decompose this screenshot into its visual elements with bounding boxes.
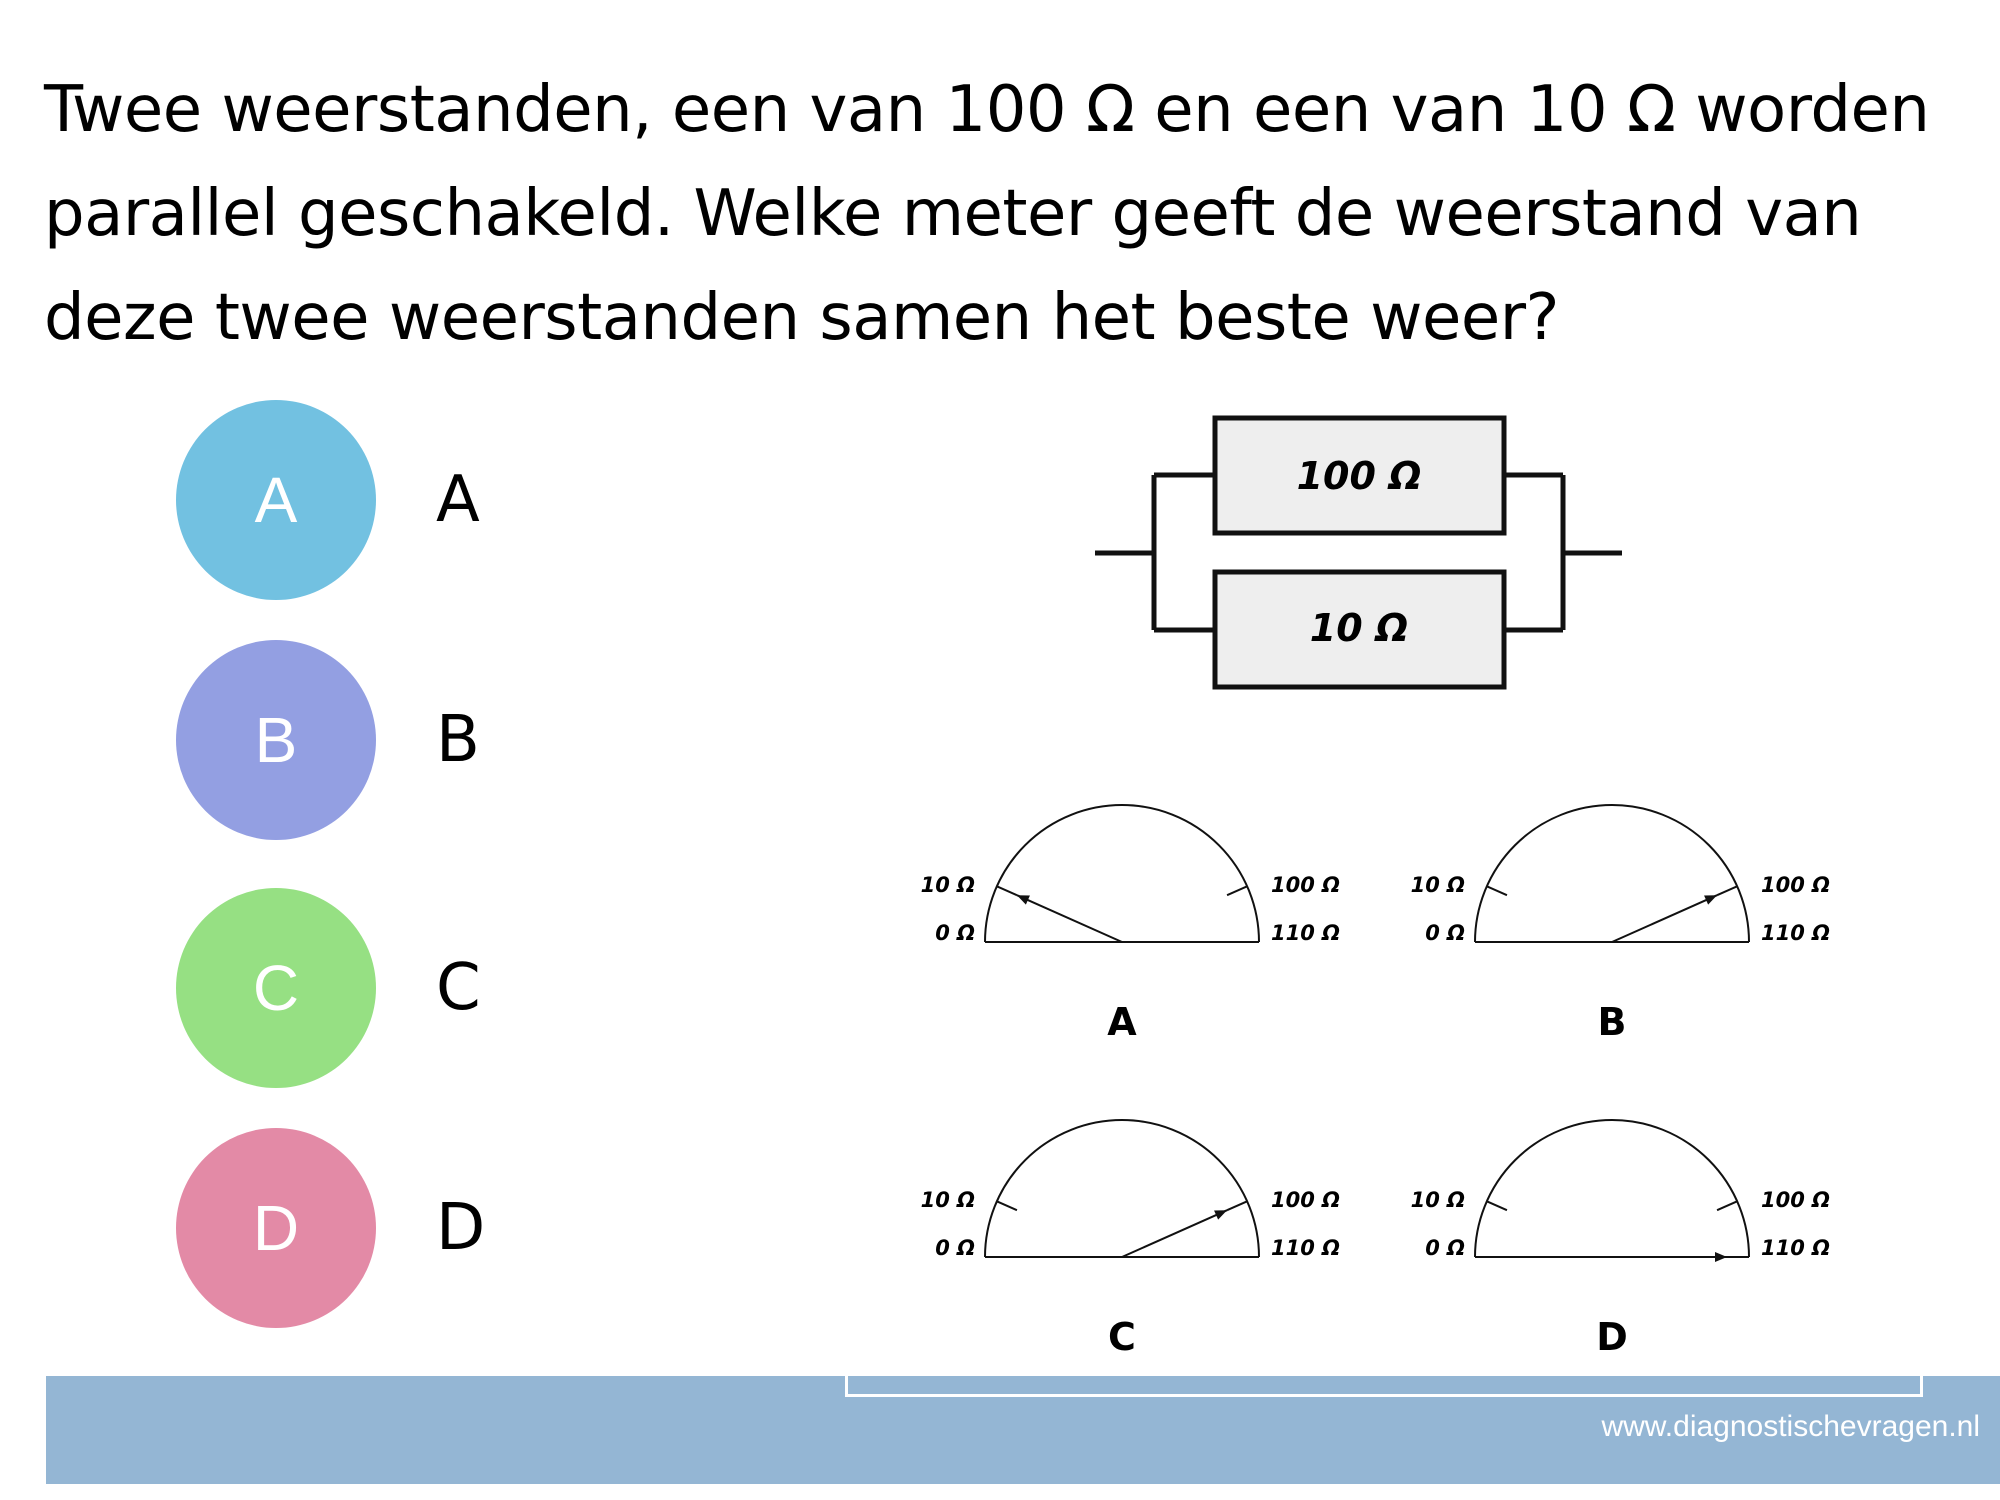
meter-caption: B xyxy=(1597,1000,1627,1044)
option-a-label: A xyxy=(436,463,480,537)
meter-tick xyxy=(997,1201,1017,1210)
meter-needle-arrowhead xyxy=(1715,1252,1727,1262)
meter-scale-label: 110 Ω xyxy=(1271,1236,1340,1260)
meter-scale-label: 10 Ω xyxy=(920,873,975,897)
meter-tick xyxy=(1487,886,1507,895)
meter-scale-label: 0 Ω xyxy=(935,1236,975,1260)
option-a-circle[interactable]: A xyxy=(176,400,376,600)
meter-needle xyxy=(1017,895,1122,942)
option-b-circle[interactable]: B xyxy=(176,640,376,840)
question-text: Twee weerstanden, een van 100 Ω en een van 10 Ω worden parallel geschakeld. Welke meter geeft de weerstand van deze twee weerstanden samen het beste weer? xyxy=(44,73,1930,355)
meter-scale-label: 100 Ω xyxy=(1271,1188,1340,1212)
meter-arc xyxy=(985,805,1259,942)
option-d-label: D xyxy=(436,1191,486,1265)
meter-tick xyxy=(1717,1201,1737,1210)
meter-needle xyxy=(1122,1210,1227,1257)
meter-arc xyxy=(1475,1120,1749,1257)
meter-arc xyxy=(1475,805,1749,942)
meter-caption: D xyxy=(1596,1315,1628,1359)
meter-scale-label: 0 Ω xyxy=(1425,1236,1465,1260)
meter-arc xyxy=(985,1120,1259,1257)
meter-scale-label: 100 Ω xyxy=(1271,873,1340,897)
meter-needle xyxy=(1612,895,1717,942)
option-b[interactable] xyxy=(176,640,636,840)
meter-tick xyxy=(1717,886,1737,895)
meter-scale-label: 10 Ω xyxy=(1410,1188,1465,1212)
meters-group xyxy=(921,805,1831,1359)
meter-tick xyxy=(1487,1201,1507,1210)
meter-scale-label: 110 Ω xyxy=(1761,921,1830,945)
meter-scale-label: 100 Ω xyxy=(1761,1188,1830,1212)
meter-caption: C xyxy=(1108,1315,1136,1359)
option-d[interactable] xyxy=(176,1128,636,1328)
meter-scale-label: 0 Ω xyxy=(1425,921,1465,945)
meter-scale-label: 10 Ω xyxy=(1410,873,1465,897)
meter-a xyxy=(921,805,1341,1044)
meter-caption: A xyxy=(1107,1000,1137,1044)
resistor-bottom-label: 10 Ω xyxy=(1309,606,1409,650)
meter-scale-label: 110 Ω xyxy=(1271,921,1340,945)
meter-tick xyxy=(1227,886,1247,895)
option-c[interactable] xyxy=(176,888,636,1088)
resistor-top-label: 100 Ω xyxy=(1296,454,1422,498)
option-c-label: C xyxy=(436,951,481,1025)
meter-b xyxy=(1411,805,1831,1044)
meter-scale-label: 100 Ω xyxy=(1761,873,1830,897)
footer-bracket xyxy=(845,1376,1923,1397)
meter-c xyxy=(921,1120,1341,1359)
meter-scale-label: 0 Ω xyxy=(935,921,975,945)
option-b-label: B xyxy=(436,703,480,777)
footer-url[interactable]: www.diagnostischevragen.nl xyxy=(1601,1410,1980,1443)
option-d-circle[interactable]: D xyxy=(176,1128,376,1328)
meter-scale-label: 110 Ω xyxy=(1761,1236,1830,1260)
meter-tick xyxy=(1227,1201,1247,1210)
meter-scale-label: 10 Ω xyxy=(920,1188,975,1212)
meter-tick xyxy=(997,886,1017,895)
circuit-and-meters-figure xyxy=(880,400,1880,1370)
meter-d xyxy=(1411,1120,1831,1359)
option-c-circle[interactable]: C xyxy=(176,888,376,1088)
option-a[interactable] xyxy=(176,400,636,600)
